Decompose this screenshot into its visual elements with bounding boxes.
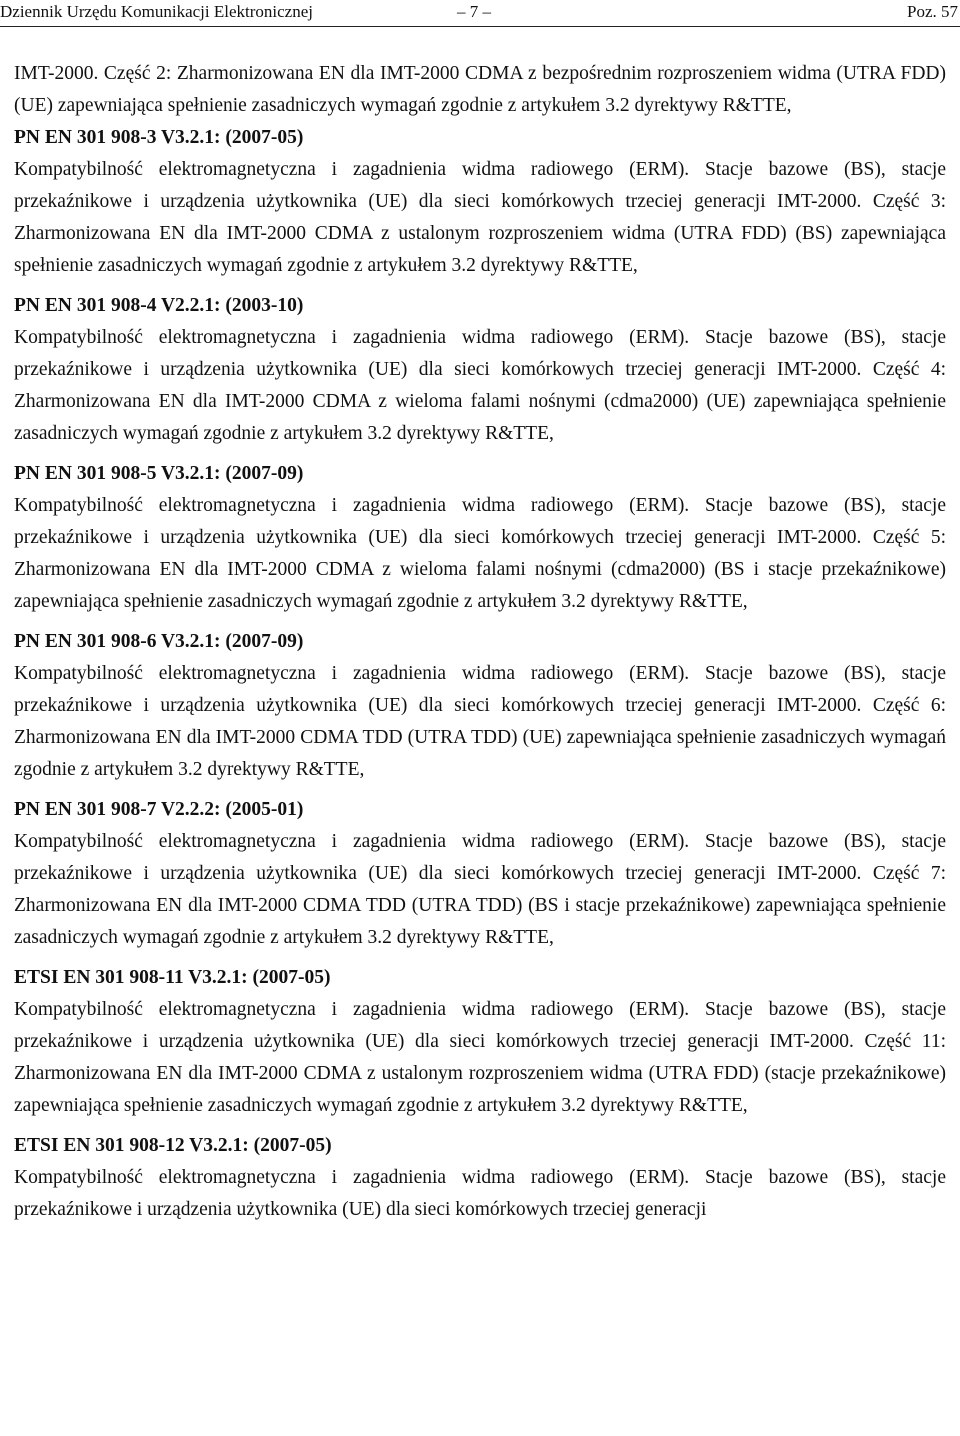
page-number: – 7 – (457, 2, 491, 21)
standard-description: Kompatybilność elektromagnetyczna i zagadnienia widma radiowego (ERM). Stacje bazowe (BS), stacje przekaźnikowe i urządzenia użytkownika (UE) dla sieci komórkowych trzeciej generacji IMT-2000. Część 3: Zharmonizowana EN dla IMT-2000 CDMA z ustalonym rozproszeniem widma (UTRA FDD) (BS) zapewniająca spełnienie zasadniczych wymagań zgodnie z artykułem 3.2 dyrektywy R&TTE, (14, 159, 946, 276)
standard-code: PN EN 301 908-7 V2.2.2: (2005-01) (14, 799, 304, 820)
standard-code: PN EN 301 908-4 V2.2.1: (2003-10) (14, 295, 304, 316)
standard-description: Kompatybilność elektromagnetyczna i zagadnienia widma radiowego (ERM). Stacje bazowe (BS), stacje przekaźnikowe i urządzenia użytkownika (UE) dla sieci komórkowych trzeciej generacji IMT-2000. Część 5: Zharmonizowana EN dla IMT-2000 CDMA z wieloma falami nośnymi (cdma2000) (BS i stacje przekaźnikowe) zapewniająca spełnienie zasadniczych wymagań zgodnie z artykułem 3.2 dyrektywy R&TTE, (14, 495, 946, 612)
standard-description: Kompatybilność elektromagnetyczna i zagadnienia widma radiowego (ERM). Stacje bazowe (BS), stacje przekaźnikowe i urządzenia użytkownika (UE) dla sieci komórkowych trzeciej generacji IMT-2000. Część 11: Zharmonizowana EN dla IMT-2000 CDMA z ustalonym rozproszeniem widma (UTRA FDD) (stacje przekaźnikowe) zapewniająca spełnienie zasadniczych wymagań zgodnie z artykułem 3.2 dyrektywy R&TTE, (14, 999, 946, 1116)
standard-entry (14, 290, 946, 450)
standard-code: PN EN 301 908-6 V3.2.1: (2007-09) (14, 631, 304, 652)
continuation-paragraph: IMT-2000. Część 2: Zharmonizowana EN dla IMT-2000 CDMA z bezpośrednim rozproszeniem widma (UTRA FDD) (UE) zapewniająca spełnienie zasadniczych wymagań zgodnie z artykułem 3.2 dyrektywy R&TTE, (14, 63, 946, 116)
standard-entry (14, 1130, 946, 1226)
standard-entry (14, 962, 946, 1122)
page-header (0, 0, 960, 27)
standard-code: ETSI EN 301 908-11 V3.2.1: (2007-05) (14, 967, 331, 988)
standard-entry (14, 122, 946, 282)
standard-code: PN EN 301 908-5 V3.2.1: (2007-09) (14, 463, 304, 484)
document-body (14, 58, 946, 1226)
standard-description: Kompatybilność elektromagnetyczna i zagadnienia widma radiowego (ERM). Stacje bazowe (BS), stacje przekaźnikowe i urządzenia użytkownika (UE) dla sieci komórkowych trzeciej generacji (14, 1167, 946, 1220)
standard-entry (14, 794, 946, 954)
standard-entry (14, 458, 946, 618)
position-number: Poz. 57 (907, 2, 958, 21)
standard-description: Kompatybilność elektromagnetyczna i zagadnienia widma radiowego (ERM). Stacje bazowe (BS), stacje przekaźnikowe i urządzenia użytkownika (UE) dla sieci komórkowych trzeciej generacji IMT-2000. Część 7: Zharmonizowana EN dla IMT-2000 CDMA TDD (UTRA TDD) (BS i stacje przekaźnikowe) zapewniająca spełnienie zasadniczych wymagań zgodnie z artykułem 3.2 dyrektywy R&TTE, (14, 831, 946, 948)
standard-code: ETSI EN 301 908-12 V3.2.1: (2007-05) (14, 1135, 332, 1156)
journal-title: Dziennik Urzędu Komunikacji Elektronicznej (0, 2, 313, 21)
standard-code: PN EN 301 908-3 V3.2.1: (2007-05) (14, 127, 304, 148)
standard-description: Kompatybilność elektromagnetyczna i zagadnienia widma radiowego (ERM). Stacje bazowe (BS), stacje przekaźnikowe i urządzenia użytkownika (UE) dla sieci komórkowych trzeciej generacji IMT-2000. Część 6: Zharmonizowana EN dla IMT-2000 CDMA TDD (UTRA TDD) (UE) zapewniająca spełnienie zasadniczych wymagań zgodnie z artykułem 3.2 dyrektywy R&TTE, (14, 663, 946, 780)
standard-entry (14, 626, 946, 786)
standard-description: Kompatybilność elektromagnetyczna i zagadnienia widma radiowego (ERM). Stacje bazowe (BS), stacje przekaźnikowe i urządzenia użytkownika (UE) dla sieci komórkowych trzeciej generacji IMT-2000. Część 4: Zharmonizowana EN dla IMT-2000 CDMA z wieloma falami nośnymi (cdma2000) (UE) zapewniająca spełnienie zasadniczych wymagań zgodnie z artykułem 3.2 dyrektywy R&TTE, (14, 327, 946, 444)
